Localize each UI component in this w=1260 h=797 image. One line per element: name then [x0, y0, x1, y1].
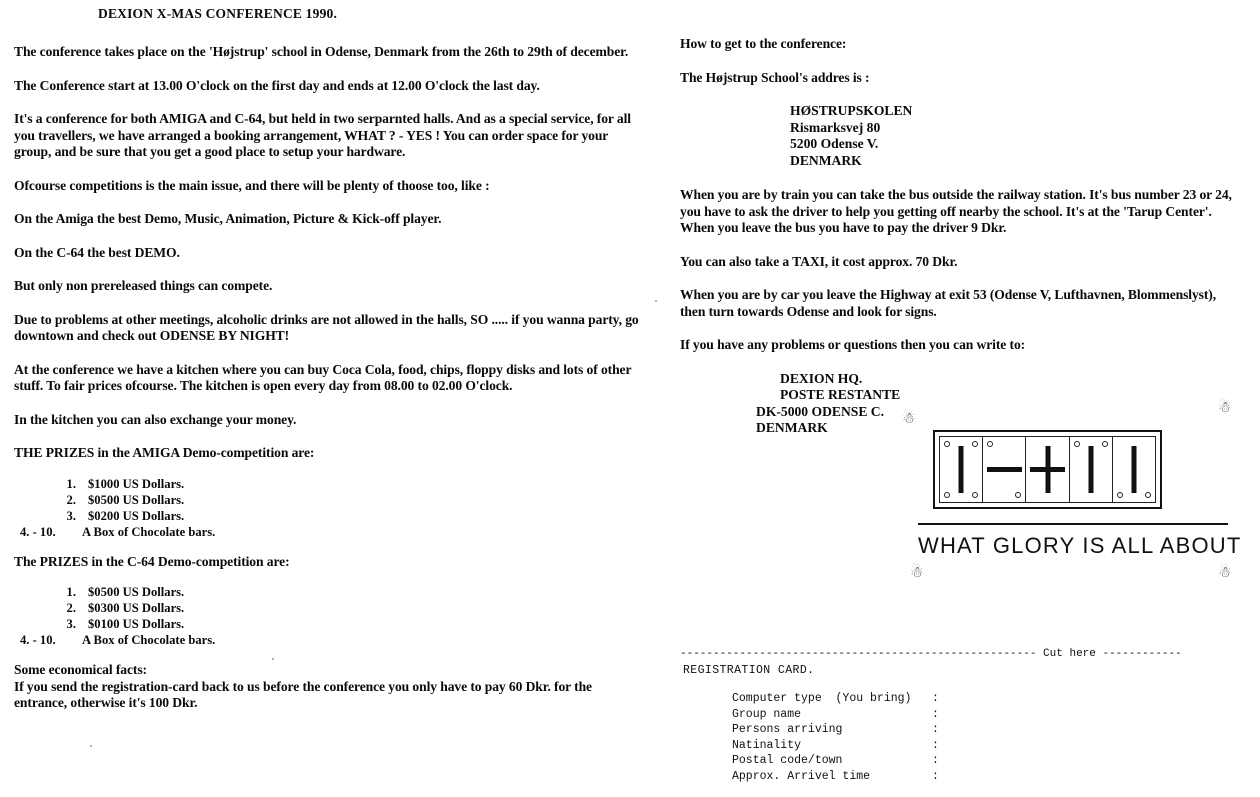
- address-line: DK-5000 ODENSE C.: [756, 403, 885, 419]
- list-item: [14, 616, 644, 632]
- form-field-row: [732, 707, 939, 723]
- field-label: Computer type (You bring): [732, 692, 912, 705]
- field-separator: :: [932, 723, 939, 737]
- prize-value: A Box of Chocolate bars.: [82, 633, 216, 647]
- list-item: [14, 524, 644, 540]
- travel-by-train: When you are by train you can take the bus outside the railway station. It's bus number 23 or 24, you have to ask the driver to help you getting off nearby the school. It's at the 'Tarup Center'. When you leave the bus you have to pay the driver 9 Dkr.: [680, 187, 1232, 235]
- logo-mark: [933, 430, 1162, 509]
- scan-speck: [272, 658, 274, 660]
- c64-prizes-list: [14, 584, 644, 648]
- paragraph-schedule: The Conference start at 13.00 O'clock on the first day and ends at 12.00 O'clock the last day.: [14, 77, 540, 93]
- right-column: [680, 36, 1240, 443]
- field-separator: :: [932, 769, 939, 783]
- address-line: DENMARK: [790, 152, 862, 168]
- address-line: DENMARK: [756, 420, 828, 435]
- how-to-get-heading: How to get to the conference:: [680, 36, 847, 51]
- ink-smudge-icon: ☃: [1218, 400, 1232, 416]
- prize-value: $1000 US Dollars.: [88, 476, 185, 491]
- paragraph-halls-booking: It's a conference for both AMIGA and C-64, but held in two serparnted halls. And as a special service, for all you travellers, we have arranged a booking arrangement, WHAT ? - YES ! You can order space for your group, and be sure that you get a good place to setup your hardware.: [14, 111, 631, 159]
- prize-value: A Box of Chocolate bars.: [82, 524, 216, 539]
- economical-facts-text: If you send the registration-card back to us before the conference you only have to pay 60 Dkr. for the entrance, otherwise it's 100 Dkr.: [14, 678, 592, 710]
- list-item: [14, 508, 644, 524]
- address-line: POSTE RESTANTE: [780, 387, 901, 402]
- paragraph-alcohol-rule: Due to problems at other meetings, alcoholic drinks are not allowed in the halls, SO ..... if you wanna party, go downtown and check out ODENSE BY NIGHT!: [14, 311, 639, 343]
- prize-value: $0300 US Dollars.: [88, 601, 185, 615]
- prize-value: $0500 US Dollars.: [88, 585, 185, 599]
- logo-letter-o: [1113, 437, 1155, 502]
- dexion-logo: [900, 400, 1242, 595]
- logo-letter-e: [983, 437, 1026, 502]
- field-separator: :: [932, 692, 939, 705]
- form-field-row: [732, 722, 939, 738]
- prize-value: $0500 US Dollars.: [88, 492, 185, 507]
- economical-facts-heading: Some economical facts:: [14, 662, 147, 677]
- scan-speck: [90, 745, 92, 747]
- ink-smudge-icon: ☃: [902, 411, 916, 427]
- prize-value: $0100 US Dollars.: [88, 617, 185, 631]
- paragraph-prerelease-rule: But only non prereleased things can compete.: [14, 278, 273, 293]
- registration-card-title: REGISTRATION CARD.: [683, 664, 815, 677]
- field-label: Persons arriving: [732, 723, 843, 737]
- contact-intro: If you have any problems or questions then you can write to:: [680, 337, 1026, 352]
- paragraph-money-exchange: In the kitchen you can also exchange your money.: [14, 411, 297, 427]
- logo-letter-i: [1070, 437, 1113, 502]
- logo-letter-grid: [939, 436, 1156, 503]
- logo-slogan: WHAT GLORY IS ALL ABOUT: [918, 533, 1242, 558]
- field-label: Group name: [732, 707, 802, 721]
- paragraph-venue: The conference takes place on the 'Højstrup' school in Odense, Denmark from the 26th to 29th of december.: [14, 44, 629, 59]
- prize-rank: 2.: [66, 601, 76, 615]
- field-separator: :: [932, 707, 939, 721]
- logo-divider: [918, 523, 1228, 525]
- prize-rank: 4. - 10.: [20, 524, 56, 539]
- field-separator: :: [932, 738, 939, 752]
- paragraph-competitions: Ofcourse competitions is the main issue, and there will be plenty of thoose too, like :: [14, 177, 490, 193]
- amiga-prizes-list: [14, 476, 644, 540]
- ink-smudge-icon: ☃: [910, 565, 924, 581]
- form-field-row: [732, 753, 939, 769]
- list-item: [14, 492, 644, 508]
- prize-rank: 2.: [66, 492, 76, 507]
- page-title: DEXION X-MAS CONFERENCE 1990.: [98, 6, 338, 21]
- prize-rank: 4. - 10.: [20, 633, 56, 647]
- list-item: [14, 584, 644, 600]
- paragraph-kitchen: At the conference we have a kitchen where you can buy Coca Cola, food, chips, floppy disks and lots of other stuff. To fair prices ofcourse. The kitchen is open every day from 08.00 to 02.00 O'clock.: [14, 361, 632, 393]
- list-item: [14, 600, 644, 616]
- field-label: Postal code/town: [732, 754, 843, 768]
- left-column: [14, 6, 644, 729]
- list-item: [14, 632, 644, 648]
- prize-value: $0200 US Dollars.: [88, 508, 185, 523]
- school-address-block: [790, 103, 1240, 169]
- prize-rank: 3.: [66, 617, 76, 631]
- prize-rank: 1.: [66, 585, 76, 599]
- logo-letter-x: [1026, 437, 1069, 502]
- paragraph-c64-categories: On the C-64 the best DEMO.: [14, 244, 180, 260]
- field-label: Natinality: [732, 738, 802, 752]
- address-line: Rismarksvej 80: [790, 119, 881, 135]
- scan-speck: [655, 300, 657, 302]
- travel-by-taxi: You can also take a TAXI, it cost approx. 70 Dkr.: [680, 253, 958, 269]
- prize-rank: 1.: [66, 476, 76, 491]
- amiga-prizes-heading: THE PRIZES in the AMIGA Demo-competition are:: [14, 445, 315, 460]
- c64-prizes-heading: The PRIZES in the C-64 Demo-competition are:: [14, 553, 290, 569]
- paragraph-amiga-categories: On the Amiga the best Demo, Music, Animation, Picture & Kick-off player.: [14, 211, 442, 226]
- address-line: DEXION HQ.: [780, 370, 863, 386]
- form-field-row: [732, 691, 939, 707]
- cut-here-line: ------------------------------------------------------ Cut here ------------: [680, 648, 1182, 660]
- list-item: [14, 476, 644, 492]
- field-label: Approx. Arrivel time: [732, 769, 871, 783]
- ink-smudge-icon: ☃: [1218, 565, 1232, 581]
- address-line: HØSTRUPSKOLEN: [790, 103, 913, 118]
- travel-by-car: When you are by car you leave the Highway at exit 53 (Odense V, Lufthavnen, Blommenslyst), then turn towards Odense and look for signs.: [680, 287, 1217, 319]
- logo-letter-d: [940, 437, 983, 502]
- form-field-row: [732, 738, 939, 754]
- registration-card-fields: [732, 691, 939, 785]
- school-address-intro: The Højstrup School's addres is :: [680, 69, 870, 85]
- field-separator: :: [932, 754, 939, 768]
- form-field-row: [732, 769, 939, 785]
- address-line: 5200 Odense V.: [790, 136, 879, 151]
- prize-rank: 3.: [66, 508, 76, 523]
